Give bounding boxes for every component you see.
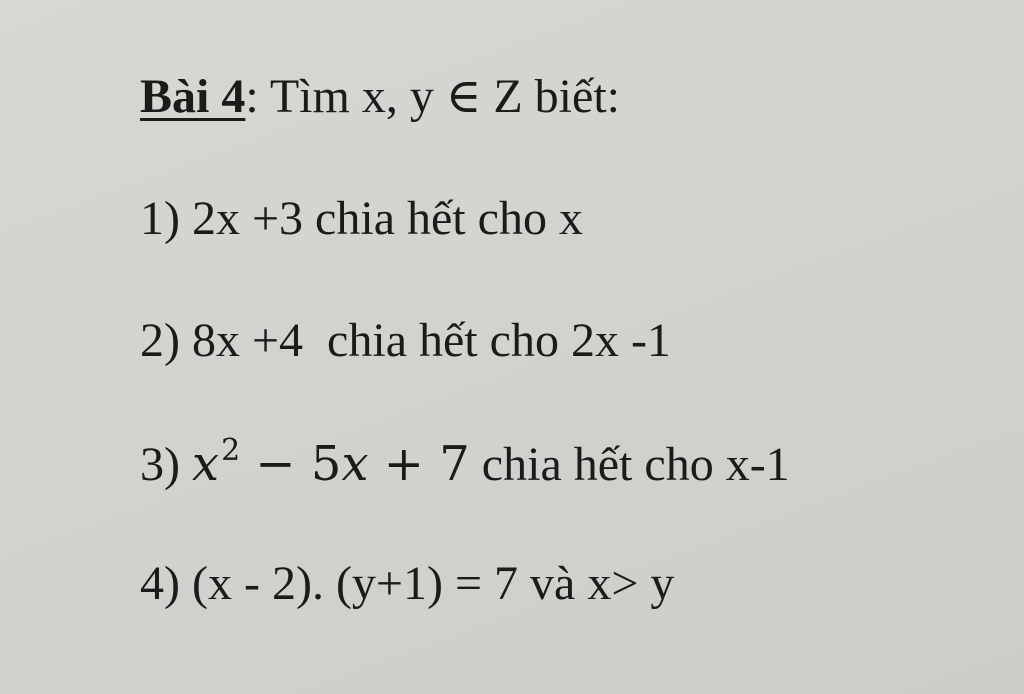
problem-number: 4) — [140, 557, 180, 610]
math-exponent: 2 — [221, 433, 241, 468]
math-operator-term: − 5 — [240, 436, 342, 492]
exercise-heading — [140, 70, 620, 123]
problem-item-1 — [140, 192, 583, 245]
problem-item-4 — [140, 557, 675, 610]
problem-number: 2) — [140, 314, 180, 367]
problem-item-2 — [140, 314, 671, 367]
problem-text: (x - 2). (y+1) = 7 và x> y — [191, 557, 675, 610]
exercise-label: Bài 4 — [140, 70, 246, 123]
math-variable: x — [191, 436, 220, 492]
problem-item-3 — [140, 433, 790, 492]
problem-text: chia hết cho x-1 — [469, 438, 790, 491]
polynomial-expression — [191, 433, 470, 492]
math-variable: x — [341, 436, 369, 492]
problem-text: 8x +4 chia hết cho 2x -1 — [191, 314, 671, 367]
problem-text: 2x +3 chia hết cho x — [191, 192, 583, 245]
exercise-prompt: : Tìm x, y ∈ Z biết: — [245, 70, 620, 123]
problem-number: 1) — [140, 192, 180, 245]
problem-number: 3) — [140, 438, 180, 491]
math-constant-term: + 7 — [368, 436, 470, 492]
